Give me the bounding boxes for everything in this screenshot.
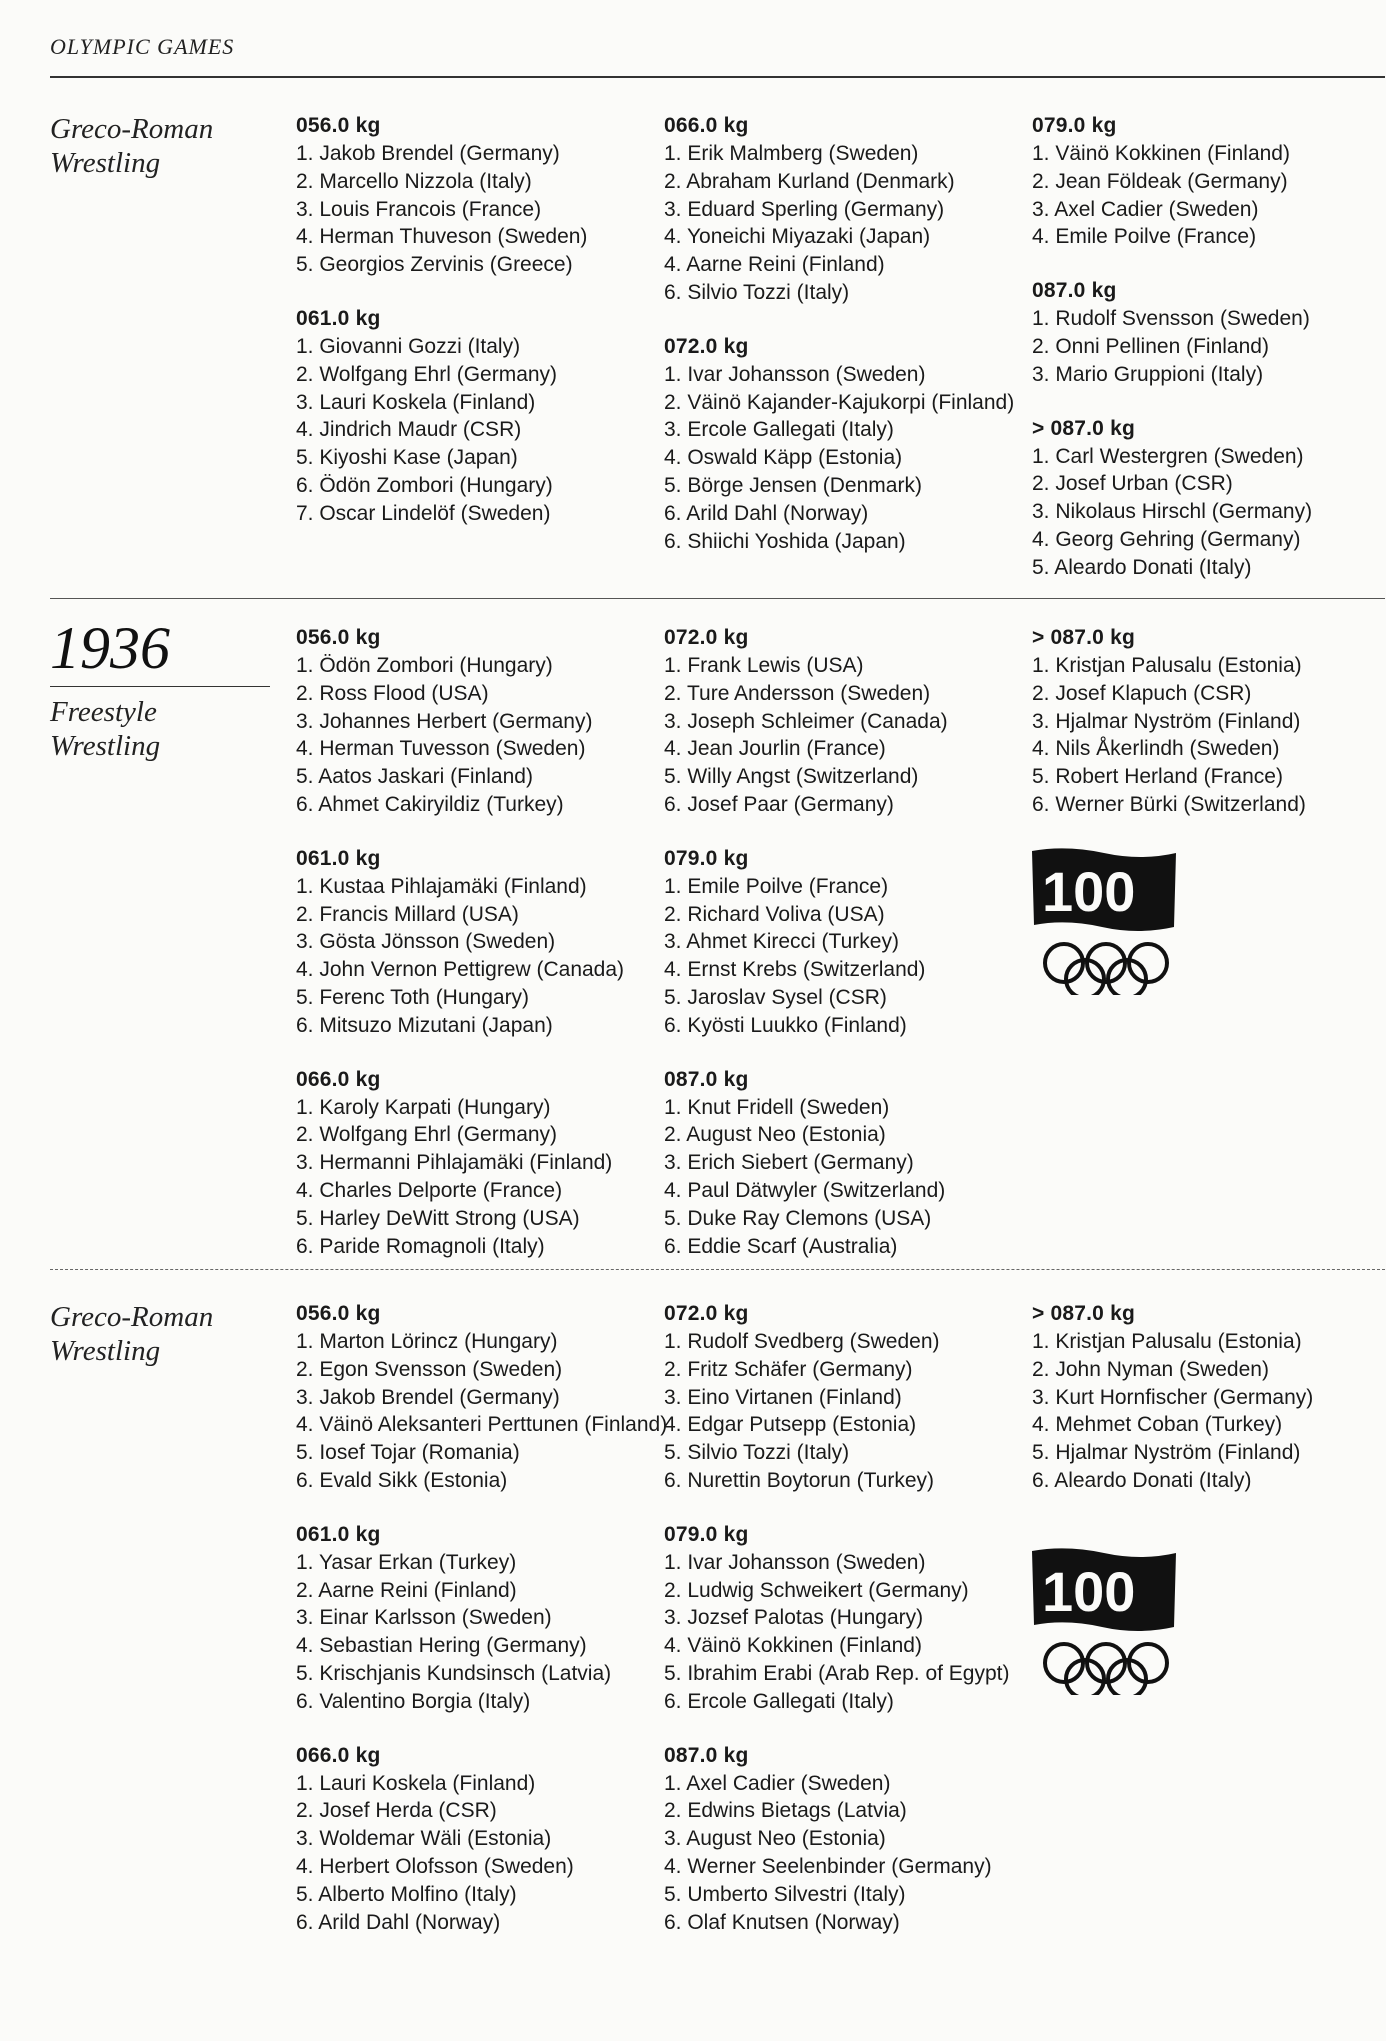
result-entry: 1. Kristjan Palusalu (Estonia) — [1032, 654, 1302, 677]
results-column — [664, 624, 948, 1286]
result-entry: 2. Ross Flood (USA) — [296, 681, 489, 705]
weight-class-heading: 087.0 kg — [1032, 279, 1117, 303]
section-divider — [50, 1269, 1385, 1270]
result-entry: 2. Josef Herda (CSR) — [296, 1799, 497, 1823]
weight-class-block — [664, 624, 948, 819]
category-title: Greco-Roman Wrestling — [50, 113, 214, 179]
category-title: Greco-Roman Wrestling — [50, 1301, 214, 1367]
weight-class-heading: 072.0 kg — [664, 334, 749, 358]
result-entry: 5. Börge Jensen (Denmark) — [664, 473, 922, 497]
results-column — [664, 112, 1014, 581]
result-entry: 5. Alberto Molfino (Italy) — [296, 1882, 517, 1906]
result-entry: 5. Aatos Jaskari (Finland) — [296, 765, 533, 789]
result-entry: 5. Krischjanis Kundsinsch (Latvia) — [296, 1661, 612, 1685]
result-entry: 4. Georg Gehring (Germany) — [1032, 527, 1301, 551]
result-entry: 1. Frank Lewis (USA) — [664, 654, 864, 677]
results-column — [296, 624, 624, 1286]
result-entry: 1. Ivar Johansson (Sweden) — [664, 362, 926, 386]
games-year: 1936 — [50, 615, 170, 681]
result-entry: 4. Väinö Aleksanteri Perttunen (Finland) — [296, 1413, 668, 1437]
result-entry: 2. Abraham Kurland (Denmark) — [664, 169, 955, 193]
result-entry: 3. Eduard Sperling (Germany) — [664, 197, 945, 221]
result-entry: 3. Hjalmar Nyström (Finland) — [1032, 709, 1301, 733]
result-entry: 4. Charles Delporte (France) — [296, 1178, 563, 1202]
header-rule — [50, 76, 1385, 78]
result-entry: 6. Ödön Zombori (Hungary) — [296, 473, 553, 497]
result-entry: 1. Axel Cadier (Sweden) — [664, 1771, 891, 1795]
result-entry: 3. Jakob Brendel (Germany) — [296, 1385, 560, 1409]
result-entry: 5. Hjalmar Nyström (Finland) — [1032, 1441, 1301, 1465]
centenary-rings-icon — [1026, 1545, 1186, 1695]
result-entry: 4. Herbert Olofsson (Sweden) — [296, 1854, 574, 1878]
result-entry: 1. Rudolf Svensson (Sweden) — [1032, 307, 1310, 331]
weight-class-heading: 056.0 kg — [296, 1302, 381, 1325]
weight-class-block — [296, 1742, 667, 1937]
result-entry: 1. Knut Fridell (Sweden) — [664, 1095, 890, 1119]
svg-text:100: 100 — [1042, 1560, 1136, 1623]
result-entry: 2. John Nyman (Sweden) — [1032, 1357, 1269, 1381]
weight-class-block — [296, 1300, 667, 1495]
result-entry: 6. Arild Dahl (Norway) — [664, 501, 869, 525]
section-label — [50, 112, 250, 180]
result-entry: 2. Josef Urban (CSR) — [1032, 472, 1233, 496]
weight-class-block — [664, 1066, 948, 1261]
result-entry: 5. Ferenc Toth (Hungary) — [296, 985, 530, 1009]
result-entry: 3. Gösta Jönsson (Sweden) — [296, 930, 556, 954]
weight-class-block — [664, 845, 948, 1040]
weight-class-heading: 079.0 kg — [1032, 114, 1117, 137]
result-entry: 6. Valentino Borgia (Italy) — [296, 1689, 531, 1713]
result-entry: 2. August Neo (Estonia) — [664, 1123, 886, 1147]
result-entry: 5. Willy Angst (Switzerland) — [664, 765, 919, 789]
weight-class-heading: 061.0 kg — [296, 306, 381, 330]
weight-class-block — [296, 845, 624, 1040]
result-entry: 4. Yoneichi Miyazaki (Japan) — [664, 225, 931, 249]
result-entry: 2. Väinö Kajander-Kajukorpi (Finland) — [664, 390, 1015, 414]
weight-class-heading: 072.0 kg — [664, 626, 749, 649]
results-column — [1032, 112, 1312, 608]
result-entry: 2. Jean Földeak (Germany) — [1032, 169, 1288, 193]
result-entry: 3. Jozsef Palotas (Hungary) — [664, 1606, 924, 1630]
weight-class-block — [296, 305, 587, 528]
weight-class-heading: 066.0 kg — [296, 1067, 381, 1091]
result-entry: 1. Ivar Johansson (Sweden) — [664, 1550, 926, 1574]
result-entry: 6. Ercole Gallegati (Italy) — [664, 1689, 894, 1713]
result-entry: 6. Olaf Knutsen (Norway) — [664, 1910, 900, 1934]
year-underline — [50, 686, 270, 687]
result-entry: 4. Aarne Reini (Finland) — [664, 253, 885, 277]
result-entry: 2. Fritz Schäfer (Germany) — [664, 1357, 913, 1381]
result-entry: 2. Richard Voliva (USA) — [664, 902, 885, 926]
weight-class-heading: 087.0 kg — [664, 1067, 749, 1091]
result-entry: 4. Jindrich Maudr (CSR) — [296, 418, 522, 442]
result-entry: 4. Oswald Käpp (Estonia) — [664, 446, 903, 470]
result-entry: 1. Erik Malmberg (Sweden) — [664, 142, 919, 165]
results-column — [296, 112, 587, 554]
result-entry: 6. Mitsuzo Mizutani (Japan) — [296, 1013, 553, 1037]
result-entry: 3. Lauri Koskela (Finland) — [296, 390, 536, 414]
result-entry: 5. Umberto Silvestri (Italy) — [664, 1882, 906, 1906]
result-entry: 4. Väinö Kokkinen (Finland) — [664, 1634, 922, 1658]
weight-class-heading: > 087.0 kg — [1032, 626, 1135, 649]
result-entry: 5. Silvio Tozzi (Italy) — [664, 1441, 850, 1465]
weight-class-block — [296, 112, 587, 279]
section-divider — [50, 598, 1385, 599]
result-entry: 2. Wolfgang Ehrl (Germany) — [296, 362, 558, 386]
weight-class-block — [1032, 277, 1312, 388]
result-entry: 4. Herman Thuveson (Sweden) — [296, 225, 588, 249]
result-entry: 3. Mario Gruppioni (Italy) — [1032, 362, 1264, 386]
result-entry: 5. Harley DeWitt Strong (USA) — [296, 1206, 580, 1230]
result-entry: 1. Karoly Karpati (Hungary) — [296, 1095, 551, 1119]
result-entry: 6. Eddie Scarf (Australia) — [664, 1234, 898, 1258]
weight-class-block — [664, 112, 1014, 307]
result-entry: 3. Einar Karlsson (Sweden) — [296, 1606, 552, 1630]
result-entry: 1. Väinö Kokkinen (Finland) — [1032, 142, 1290, 165]
result-entry: 4. John Vernon Pettigrew (Canada) — [296, 958, 625, 982]
result-entry: 5. Ibrahim Erabi (Arab Rep. of Egypt) — [664, 1661, 1010, 1685]
result-entry: 6. Kyösti Luukko (Finland) — [664, 1013, 907, 1037]
result-entry: 2. Onni Pellinen (Finland) — [1032, 334, 1269, 358]
result-entry: 6. Werner Bürki (Switzerland) — [1032, 792, 1306, 816]
result-entry: 1. Kristjan Palusalu (Estonia) — [1032, 1330, 1302, 1353]
svg-text:100: 100 — [1042, 860, 1136, 923]
results-column — [664, 1300, 1010, 1962]
centenary-rings-icon — [1026, 845, 1186, 995]
section-label — [50, 1300, 250, 1368]
olympic-centenary-emblem — [1026, 845, 1186, 1000]
weight-class-block — [664, 333, 1014, 556]
result-entry: 4. Werner Seelenbinder (Germany) — [664, 1854, 992, 1878]
result-entry: 1. Marton Lörincz (Hungary) — [296, 1330, 558, 1353]
result-entry: 3. Woldemar Wäli (Estonia) — [296, 1827, 552, 1851]
result-entry: 5. Georgios Zervinis (Greece) — [296, 253, 573, 277]
weight-class-heading: 087.0 kg — [664, 1743, 749, 1767]
result-entry: 6. Josef Paar (Germany) — [664, 792, 894, 816]
result-entry: 6. Nurettin Boytorun (Turkey) — [664, 1468, 934, 1492]
result-entry: 1. Carl Westergren (Sweden) — [1032, 444, 1304, 468]
results-column — [296, 1300, 667, 1962]
result-entry: 6. Aleardo Donati (Italy) — [1032, 1468, 1252, 1492]
weight-class-block — [1032, 624, 1306, 819]
result-entry: 1. Ödön Zombori (Hungary) — [296, 654, 553, 677]
weight-class-heading: 079.0 kg — [664, 1522, 749, 1546]
result-entry: 1. Rudolf Svedberg (Sweden) — [664, 1330, 940, 1353]
category-title: Freestyle Wrestling — [50, 696, 161, 762]
result-entry: 1. Jakob Brendel (Germany) — [296, 142, 560, 165]
result-entry: 4. Sebastian Hering (Germany) — [296, 1634, 587, 1658]
weight-class-heading: > 087.0 kg — [1032, 416, 1135, 440]
section-label — [50, 615, 250, 763]
result-entry: 6. Ahmet Cakiryildiz (Turkey) — [296, 792, 564, 816]
weight-class-heading: 056.0 kg — [296, 114, 381, 137]
weight-class-heading: 061.0 kg — [296, 846, 381, 870]
result-entry: 3. Johannes Herbert (Germany) — [296, 709, 593, 733]
result-entry: 7. Oscar Lindelöf (Sweden) — [296, 501, 551, 525]
weight-class-heading: 079.0 kg — [664, 846, 749, 870]
result-entry: 2. Francis Millard (USA) — [296, 902, 519, 926]
weight-class-heading: 066.0 kg — [296, 1743, 381, 1767]
result-entry: 2. Josef Klapuch (CSR) — [1032, 681, 1252, 705]
result-entry: 4. Herman Tuvesson (Sweden) — [296, 737, 586, 761]
result-entry: 2. Egon Svensson (Sweden) — [296, 1357, 563, 1381]
result-entry: 6. Silvio Tozzi (Italy) — [664, 280, 850, 304]
result-entry: 5. Kiyoshi Kase (Japan) — [296, 446, 518, 470]
results-column — [1032, 1300, 1313, 1521]
result-entry: 3. August Neo (Estonia) — [664, 1827, 886, 1851]
weight-class-block — [664, 1742, 1010, 1937]
result-entry: 4. Emile Poilve (France) — [1032, 225, 1257, 249]
result-entry: 1. Yasar Erkan (Turkey) — [296, 1550, 517, 1574]
result-entry: 1. Emile Poilve (France) — [664, 874, 889, 898]
result-entry: 3. Kurt Hornfischer (Germany) — [1032, 1385, 1314, 1409]
result-entry: 5. Iosef Tojar (Romania) — [296, 1441, 520, 1465]
result-entry: 3. Axel Cadier (Sweden) — [1032, 197, 1259, 221]
weight-class-heading: 072.0 kg — [664, 1302, 749, 1325]
weight-class-block — [296, 624, 624, 819]
weight-class-block — [296, 1066, 624, 1261]
weight-class-block — [1032, 112, 1312, 251]
results-column — [1032, 624, 1306, 845]
result-entry: 3. Eino Virtanen (Finland) — [664, 1385, 902, 1409]
result-entry: 4. Mehmet Coban (Turkey) — [1032, 1413, 1283, 1437]
result-entry: 4. Paul Dätwyler (Switzerland) — [664, 1178, 946, 1202]
result-entry: 6. Paride Romagnoli (Italy) — [296, 1234, 545, 1258]
result-entry: 3. Louis Francois (France) — [296, 197, 542, 221]
running-head: OLYMPIC GAMES — [50, 34, 235, 59]
result-entry: 2. Edwins Bietags (Latvia) — [664, 1799, 907, 1823]
weight-class-heading: 066.0 kg — [664, 114, 749, 137]
result-entry: 6. Shiichi Yoshida (Japan) — [664, 529, 906, 553]
result-entry: 5. Robert Herland (France) — [1032, 765, 1283, 789]
result-entry: 3. Hermanni Pihlajamäki (Finland) — [296, 1151, 613, 1175]
weight-class-block — [664, 1300, 1010, 1495]
result-entry: 3. Erich Siebert (Germany) — [664, 1151, 914, 1175]
result-entry: 4. Edgar Putsepp (Estonia) — [664, 1413, 917, 1437]
weight-class-block — [664, 1521, 1010, 1716]
result-entry: 3. Ahmet Kirecci (Turkey) — [664, 930, 899, 954]
weight-class-block — [1032, 1300, 1313, 1495]
result-entry: 5. Duke Ray Clemons (USA) — [664, 1206, 932, 1230]
weight-class-heading: > 087.0 kg — [1032, 1302, 1135, 1325]
result-entry: 2. Marcello Nizzola (Italy) — [296, 169, 532, 193]
olympic-centenary-emblem — [1026, 1545, 1186, 1700]
result-entry: 3. Nikolaus Hirschl (Germany) — [1032, 500, 1313, 524]
weight-class-block — [1032, 415, 1312, 582]
result-entry: 6. Arild Dahl (Norway) — [296, 1910, 501, 1934]
weight-class-heading: 056.0 kg — [296, 626, 381, 649]
result-entry: 6. Evald Sikk (Estonia) — [296, 1468, 508, 1492]
result-entry: 3. Joseph Schleimer (Canada) — [664, 709, 948, 733]
result-entry: 4. Ernst Krebs (Switzerland) — [664, 958, 926, 982]
result-entry: 3. Ercole Gallegati (Italy) — [664, 418, 894, 442]
result-entry: 2. Aarne Reini (Finland) — [296, 1578, 517, 1602]
weight-class-heading: 061.0 kg — [296, 1522, 381, 1546]
result-entry: 5. Aleardo Donati (Italy) — [1032, 555, 1252, 579]
result-entry: 1. Giovanni Gozzi (Italy) — [296, 334, 521, 358]
weight-class-block — [296, 1521, 667, 1716]
result-entry: 4. Nils Åkerlindh (Sweden) — [1032, 737, 1280, 761]
result-entry: 2. Ture Andersson (Sweden) — [664, 681, 931, 705]
result-entry: 1. Kustaa Pihlajamäki (Finland) — [296, 874, 587, 898]
result-entry: 4. Jean Jourlin (France) — [664, 737, 886, 761]
result-entry: 1. Lauri Koskela (Finland) — [296, 1771, 536, 1795]
result-entry: 5. Jaroslav Sysel (CSR) — [664, 985, 887, 1009]
result-entry: 2. Ludwig Schweikert (Germany) — [664, 1578, 969, 1602]
result-entry: 2. Wolfgang Ehrl (Germany) — [296, 1123, 558, 1147]
